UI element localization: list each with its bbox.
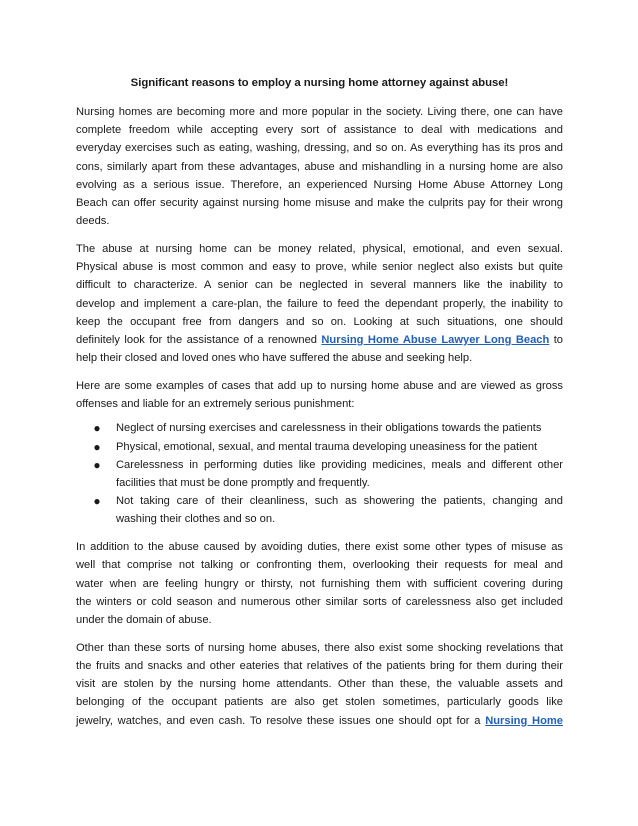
text-line: keep the occupant free from dangers and so on. Looking at such situations, one should <box>76 315 563 328</box>
paragraph-other-misuse <box>76 538 563 629</box>
text-segment: to <box>549 333 564 346</box>
text-line-with-link <box>76 712 563 730</box>
text-line: In addition to the abuse caused by avoiding duties, there exist some other types of misuse as <box>76 541 563 554</box>
text-line: develop and implement a care-plan, the failure to feed the dependant properly, the inability to <box>76 297 563 310</box>
text-line: facilities that must be done promptly and frequently. <box>116 476 370 489</box>
text-line: the fruits and snacks and other eateries that relatives of the patients bring for them during their <box>76 660 563 673</box>
text-line: help their closed and loved ones who have suffered the abuse and seeking help. <box>76 351 473 364</box>
list-item <box>90 492 563 528</box>
list-item <box>90 456 563 492</box>
text-line: evolving as a serious issue. Therefore, an experienced Nursing Home Abuse Attorney Long <box>76 178 563 191</box>
text-segment: jewelry, watches, and even cash. To resolve these issues one should opt for a <box>76 714 486 727</box>
text-line: Carelessness in performing duties like providing medicines, meals and different other <box>116 458 563 471</box>
document-page <box>76 74 563 740</box>
bullet-icon: ● <box>93 457 101 472</box>
text-segment: definitely look for the assistance of a renowned <box>76 333 322 346</box>
text-line-with-link <box>76 331 563 349</box>
bullet-icon: ● <box>93 493 101 508</box>
paragraph-theft <box>76 639 563 730</box>
bullet-icon: ● <box>93 439 101 454</box>
document-title: Significant reasons to employ a nursing home attorney against abuse! <box>130 77 509 89</box>
text-line: difficult to characterize. A senior can be neglected in several manners like the inability to <box>76 279 563 292</box>
text-line: Physical, emotional, sexual, and mental trauma developing uneasiness for the patient <box>116 440 538 453</box>
paragraph-abuse-types <box>76 240 563 367</box>
bullet-list <box>76 419 563 528</box>
text-line: Physical abuse is most common and easy to prove, while senior neglect also exists but quite <box>76 261 563 274</box>
text-line: Beach can offer security against nursing home misuse and make the culprits pay for their wrong <box>76 196 563 209</box>
text-line: Here are some examples of cases that add up to nursing home abuse and are viewed as gross <box>76 380 563 393</box>
text-line: Nursing homes are becoming more and more popular in the society. Living there, one can have <box>76 106 563 119</box>
text-line: everyday exercises such as eating, washing, dressing, and so on. As everything has its pros and <box>76 142 563 155</box>
text-line: The abuse at nursing home can be money related, physical, emotional, and even sexual. <box>76 243 563 256</box>
list-item <box>90 419 563 437</box>
text-line: Other than these sorts of nursing home abuses, there also exist some shocking revelations that <box>76 641 563 654</box>
text-line: Not taking care of their cleanliness, such as showering the patients, changing and <box>116 494 563 507</box>
text-line: offenses and liable for an extremely serious punishment: <box>76 398 355 411</box>
paragraph-examples-intro <box>76 377 563 413</box>
bullet-icon: ● <box>93 421 101 436</box>
list-item <box>90 438 563 456</box>
text-line: visit are stolen by the nursing home attendants. Other than these, the valuable assets and <box>76 678 563 691</box>
text-line: under the domain of abuse. <box>76 613 212 626</box>
text-line: cons, similarly apart from these advantages, abuse and mishandling in a nursing home are also <box>76 160 563 173</box>
text-line: well that comprise not talking or confronting them, overlooking their requests for meal and <box>76 559 563 572</box>
nursing-home-link[interactable]: Nursing Home <box>485 714 563 727</box>
paragraph-intro <box>76 103 563 230</box>
text-line: Neglect of nursing exercises and carelessness in their obligations towards the patients <box>116 422 542 435</box>
text-line: deeds. <box>76 215 110 227</box>
text-line: water when are feeling hungry or thirsty, not furnishing them with sufficient covering during <box>76 577 563 590</box>
text-line: belonging of the occupant patients are also get stolen sometimes, particularly goods like <box>76 696 563 709</box>
text-line: the winters or cold season and numerous other similar sorts of carelessness also get included <box>76 595 563 608</box>
text-line: complete freedom while accepting every sort of assistance to deal with medications and <box>76 124 563 137</box>
text-line: washing their clothes and so on. <box>116 513 276 526</box>
lawyer-link[interactable]: Nursing Home Abuse Lawyer Long Beach <box>321 333 550 346</box>
